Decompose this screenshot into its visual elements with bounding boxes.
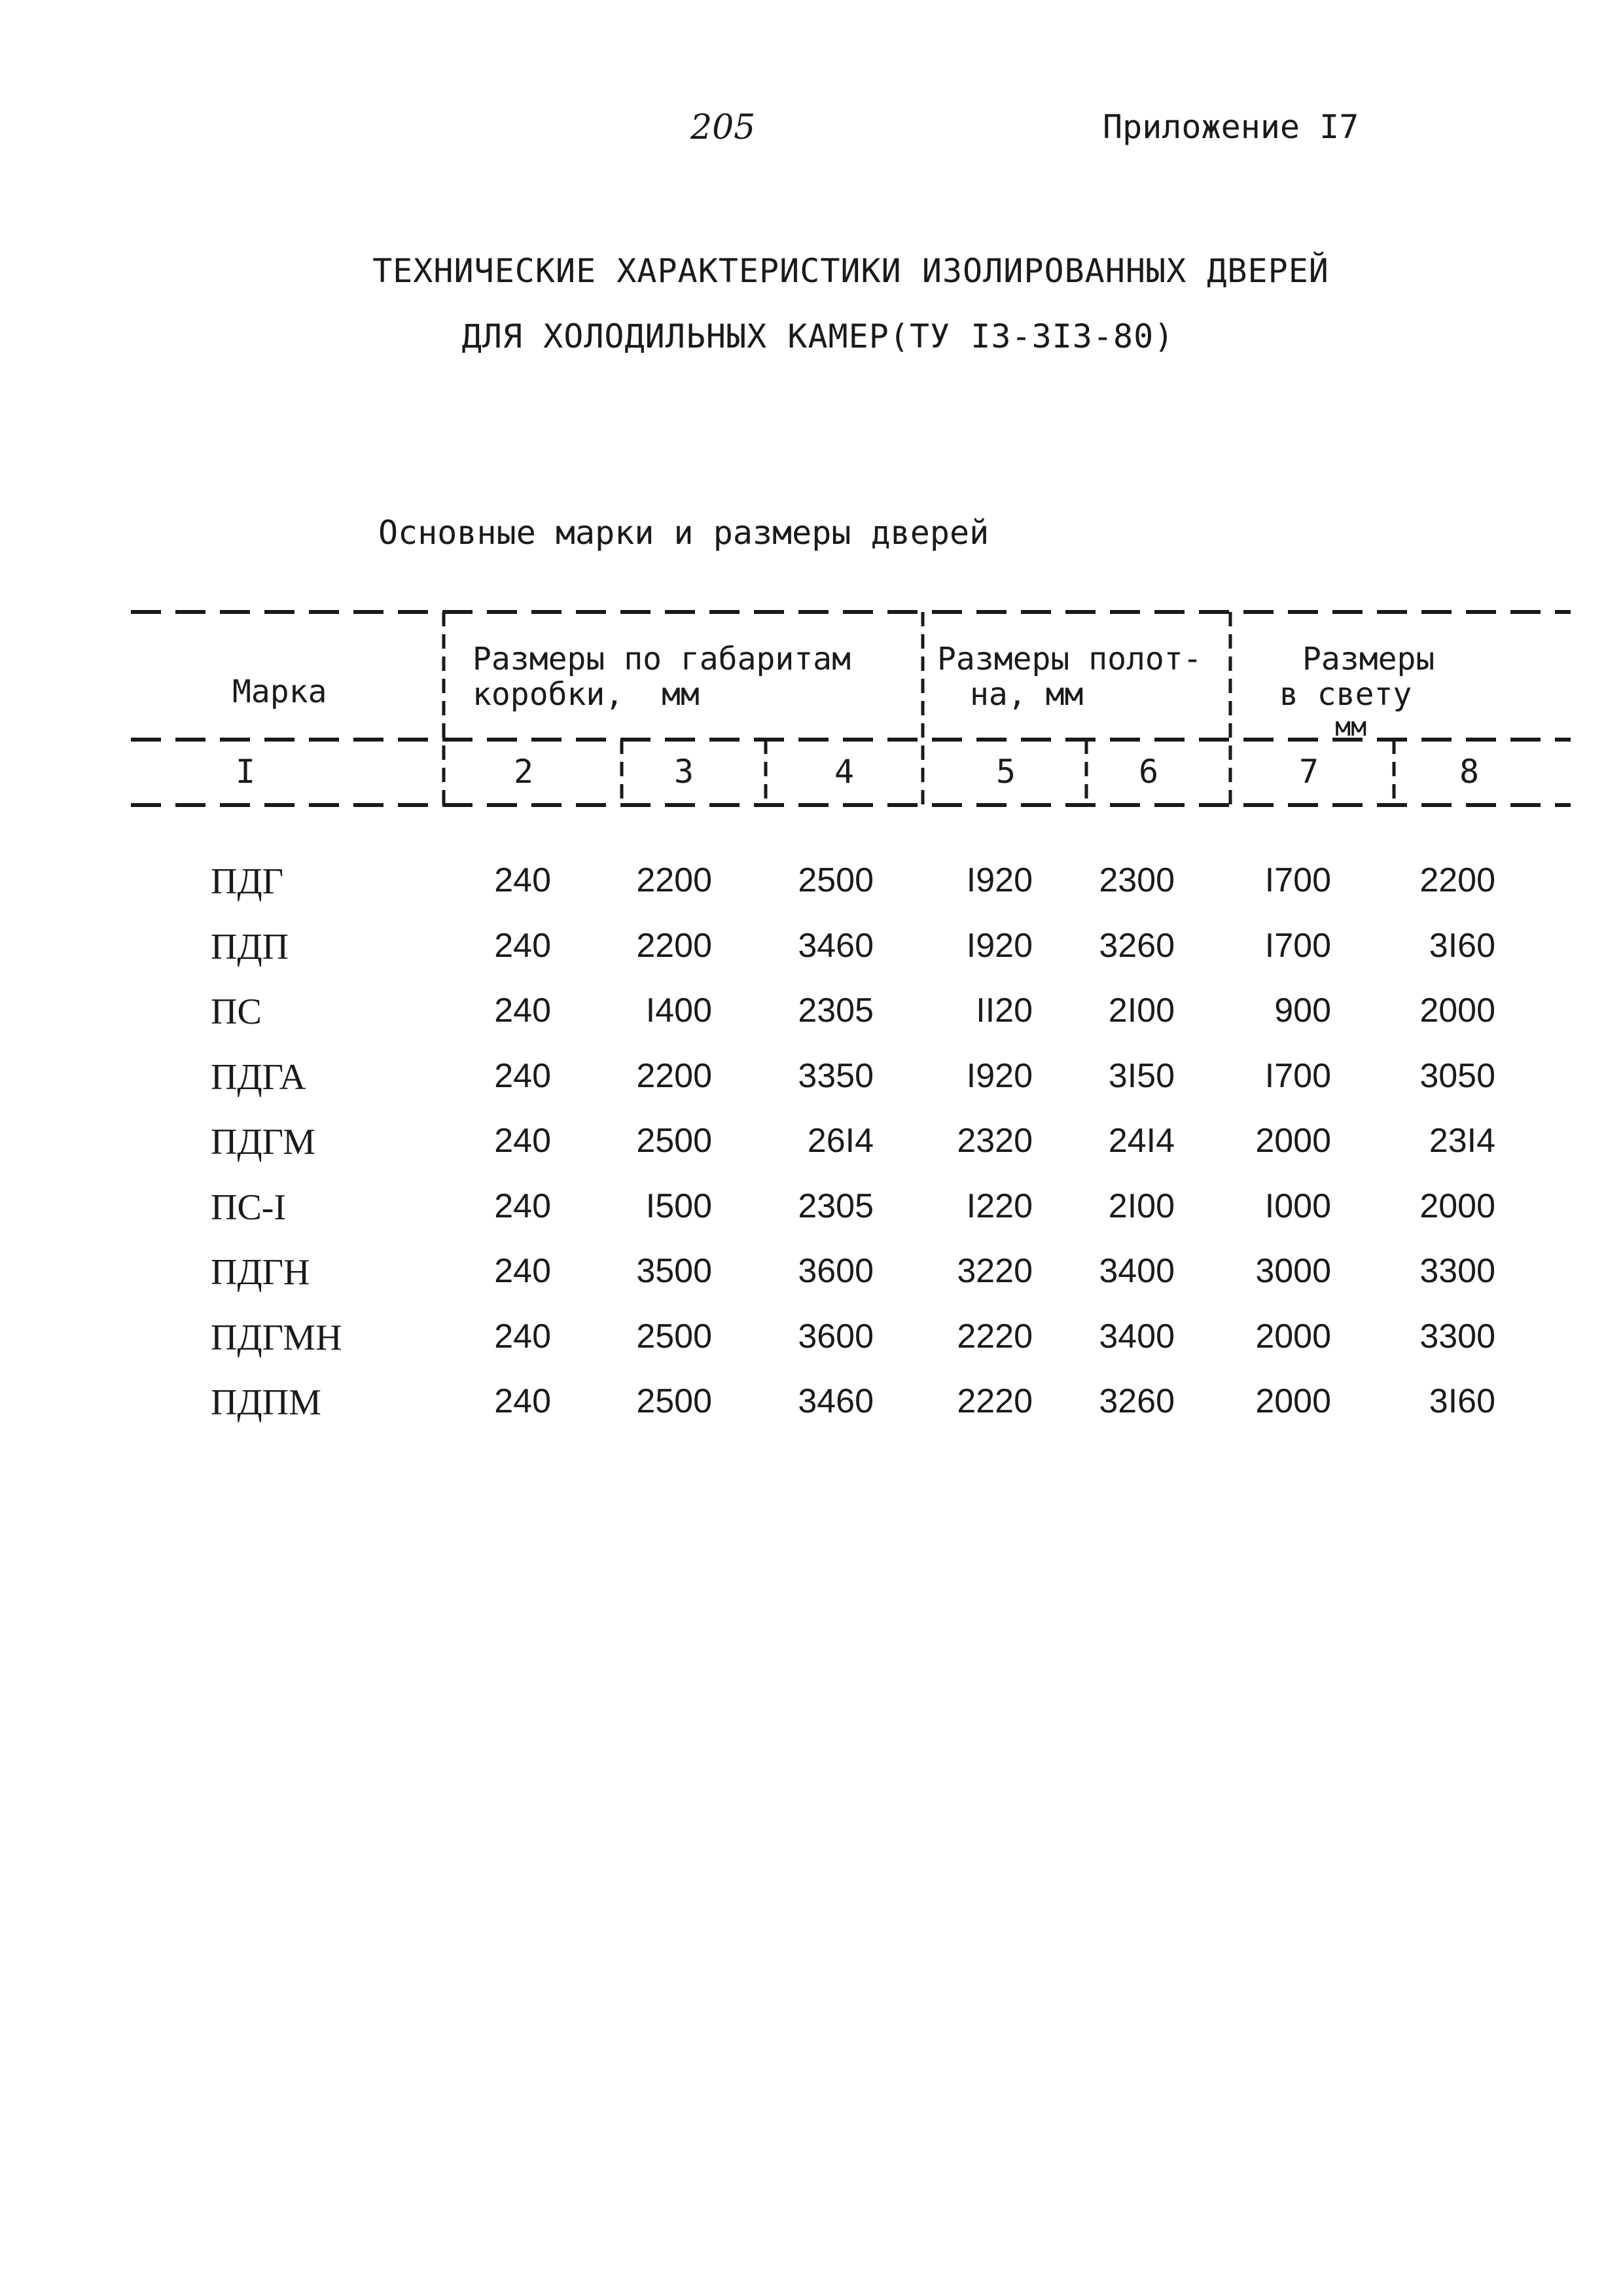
- column-number: 2: [513, 753, 534, 791]
- dimension-cell: 240: [494, 1122, 551, 1160]
- appendix-label: Приложение I7: [1103, 108, 1359, 146]
- dimension-cell: 3400: [1099, 1317, 1175, 1355]
- dimension-cell: I700: [1264, 926, 1331, 965]
- table-caption: Основные марки и размеры дверей: [378, 514, 990, 552]
- dimension-cell: 3I60: [1429, 1382, 1495, 1420]
- door-mark-cell: ПДП: [211, 926, 289, 967]
- dimension-cell: 3460: [798, 926, 874, 965]
- header-clear-line-2: в свету: [1279, 676, 1412, 713]
- dimension-cell: I700: [1264, 1056, 1331, 1095]
- dimension-cell: 3260: [1099, 926, 1175, 965]
- document-title-line-2: ДЛЯ ХОЛОДИЛЬНЫХ КАМЕР(ТУ I3-3I3-80): [461, 317, 1175, 355]
- dimension-cell: 2000: [1255, 1317, 1331, 1355]
- dimension-cell: I920: [966, 1056, 1033, 1095]
- dimension-cell: 23I4: [1429, 1122, 1495, 1160]
- dimension-cell: 2000: [1255, 1122, 1331, 1160]
- door-mark-cell: ПДГА: [211, 1056, 306, 1098]
- header-leaf-line-2: на, мм: [970, 676, 1084, 713]
- dimension-cell: 2300: [1099, 861, 1175, 899]
- dimension-cell: 2305: [798, 1187, 874, 1225]
- dimension-cell: 2200: [1419, 861, 1495, 899]
- dimension-cell: 3220: [957, 1252, 1033, 1290]
- dimension-cell: 2I00: [1108, 1187, 1175, 1225]
- header-box-line-1: Размеры по габаритам: [473, 641, 851, 677]
- dimension-cell: 240: [494, 1056, 551, 1095]
- dimension-cell: 2200: [636, 1056, 712, 1095]
- dimension-cell: 3400: [1099, 1252, 1175, 1290]
- dimension-cell: 2500: [636, 1382, 712, 1420]
- column-number: 8: [1459, 753, 1480, 791]
- door-mark-cell: ПДПМ: [211, 1382, 321, 1423]
- dimension-cell: 2200: [636, 926, 712, 965]
- dimension-cell: 3I50: [1108, 1056, 1175, 1095]
- dimension-cell: 240: [494, 1252, 551, 1290]
- header-clear-line-3: мм: [1335, 712, 1367, 742]
- dimension-cell: 2500: [636, 1122, 712, 1160]
- dimension-cell: 240: [494, 861, 551, 899]
- column-number: 5: [995, 753, 1016, 791]
- dimension-cell: 2000: [1419, 992, 1495, 1030]
- dimension-cell: 2320: [957, 1122, 1033, 1160]
- header-leaf-line-1: Размеры полот-: [937, 641, 1202, 677]
- dimension-cell: 3460: [798, 1382, 874, 1420]
- dimension-cell: 900: [1274, 992, 1331, 1030]
- dimension-cell: 26I4: [807, 1122, 874, 1160]
- dimension-cell: I000: [1264, 1187, 1331, 1225]
- dimension-cell: 2220: [957, 1382, 1033, 1420]
- door-mark-cell: ПДГМ: [211, 1122, 316, 1162]
- page-number: 205: [690, 108, 756, 147]
- column-number: 6: [1138, 753, 1159, 791]
- dimension-cell: 2000: [1419, 1187, 1495, 1225]
- dimension-cell: 3300: [1419, 1317, 1495, 1355]
- dimension-cell: I920: [966, 926, 1033, 965]
- dimension-cell: 3000: [1255, 1252, 1331, 1290]
- dimension-cell: 2500: [636, 1317, 712, 1355]
- dimension-cell: 2305: [798, 992, 874, 1030]
- dimension-cell: I920: [966, 861, 1033, 899]
- column-number: I: [235, 753, 256, 791]
- door-mark-cell: ПДГ: [211, 861, 284, 902]
- dimension-cell: 240: [494, 926, 551, 965]
- dimension-cell: 3I60: [1429, 926, 1495, 965]
- door-mark-cell: ПДГМН: [211, 1317, 342, 1358]
- dimension-cell: 240: [494, 992, 551, 1030]
- dimension-cell: 2000: [1255, 1382, 1331, 1420]
- dimension-cell: 3350: [798, 1056, 874, 1095]
- dimension-cell: 2200: [636, 861, 712, 899]
- dimension-cell: 3500: [636, 1252, 712, 1290]
- dimension-cell: 3300: [1419, 1252, 1495, 1290]
- dimension-cell: I400: [645, 992, 712, 1030]
- document-title-line-1: ТЕХНИЧЕСКИЕ ХАРАКТЕРИСТИКИ ИЗОЛИРОВАННЫХ ДВЕРЕЙ: [372, 252, 1329, 290]
- dimension-cell: I220: [966, 1187, 1033, 1225]
- dimension-cell: 2500: [798, 861, 874, 899]
- dimension-cell: 240: [494, 1187, 551, 1225]
- dimension-cell: 3600: [798, 1317, 874, 1355]
- dimension-cell: I700: [1264, 861, 1331, 899]
- column-number: 3: [673, 753, 694, 791]
- dimension-cell: I500: [645, 1187, 712, 1225]
- dimension-cell: 2220: [957, 1317, 1033, 1355]
- door-mark-cell: ПДГН: [211, 1252, 310, 1293]
- header-box-line-2: коробки, мм: [473, 676, 700, 713]
- column-number: 7: [1298, 753, 1319, 791]
- header-clear-line-1: Размеры: [1302, 641, 1435, 677]
- dimension-cell: II20: [976, 992, 1033, 1030]
- header-mark: Марка: [232, 673, 327, 710]
- dimension-cell: 3050: [1419, 1056, 1495, 1095]
- dimension-cell: 240: [494, 1382, 551, 1420]
- dimension-cell: 3260: [1099, 1382, 1175, 1420]
- door-mark-cell: ПС: [211, 992, 262, 1032]
- door-mark-cell: ПС-I: [211, 1187, 287, 1228]
- dimension-cell: 2I00: [1108, 992, 1175, 1030]
- dimension-cell: 24I4: [1108, 1122, 1175, 1160]
- dimension-cell: 240: [494, 1317, 551, 1355]
- dimension-cell: 3600: [798, 1252, 874, 1290]
- column-number: 4: [834, 753, 855, 791]
